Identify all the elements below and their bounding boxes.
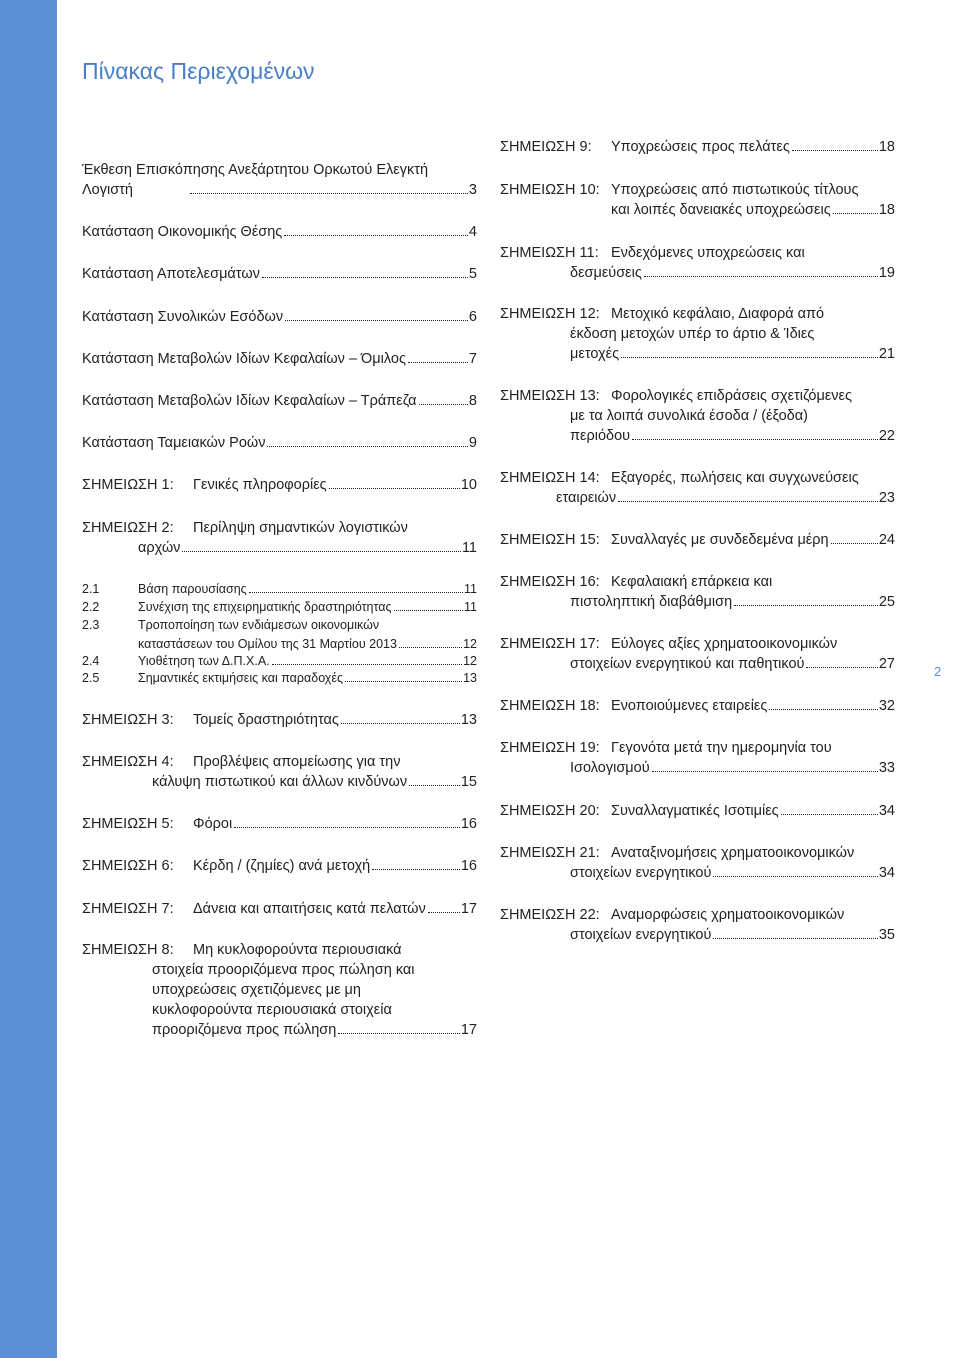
toc-subentry-2-2[interactable]: 2.2 Συνέχιση της επιχειρηματικής δραστηριότητας 11 (82, 600, 477, 614)
toc-entry-income-statement[interactable]: Κατάσταση Αποτελεσμάτων 5 (82, 266, 477, 282)
toc-entry-equity-group[interactable]: Κατάσταση Μεταβολών Ιδίων Κεφαλαίων – Όμιλος 7 (82, 351, 477, 367)
toc-entry-cash-flows[interactable]: Κατάσταση Ταμειακών Ροών 9 (82, 435, 477, 451)
toc-entry-note-10[interactable]: ΣΗΜΕΙΩΣΗ 10: Υποχρεώσεις από πιστωτικούς τίτλους και λοιπές δανειακές υποχρεώσεις 18 (500, 182, 895, 218)
toc-entry-financial-position[interactable]: Κατάσταση Οικονομικής Θέσης 4 (82, 224, 477, 240)
toc-entry-note-9[interactable]: ΣΗΜΕΙΩΣΗ 9: Υποχρεώσεις προς πελάτες 18 (500, 139, 895, 155)
toc-subentry-2-1[interactable]: 2.1 Βάση παρουσίασης 11 (82, 582, 477, 596)
toc-entry-note-12[interactable]: ΣΗΜΕΙΩΣΗ 12: Μετοχικό κεφάλαιο, Διαφορά από έκδοση μετοχών υπέρ το άρτιο & Ίδιες μετοχές 21 (500, 306, 895, 362)
toc-entry-note-1[interactable]: ΣΗΜΕΙΩΣΗ 1: Γενικές πληροφορίες 10 (82, 477, 477, 493)
toc-entry-note-21[interactable]: ΣΗΜΕΙΩΣΗ 21: Αναταξινομήσεις χρηματοοικονομικών στοιχείων ενεργητικού 34 (500, 845, 895, 881)
toc-entry-note-15[interactable]: ΣΗΜΕΙΩΣΗ 15: Συναλλαγές με συνδεδεμένα μέρη 24 (500, 532, 895, 548)
toc-entry-note-17[interactable]: ΣΗΜΕΙΩΣΗ 17: Εύλογες αξίες χρηματοοικονομικών στοιχείων ενεργητικού και παθητικού 27 (500, 636, 895, 672)
toc-entry-note-6[interactable]: ΣΗΜΕΙΩΣΗ 6: Κέρδη / (ζημίες) ανά μετοχή 16 (82, 858, 477, 874)
toc-entry-note-18[interactable]: ΣΗΜΕΙΩΣΗ 18: Ενοποιούμενες εταιρείες 32 (500, 698, 895, 714)
toc-entry-note-16[interactable]: ΣΗΜΕΙΩΣΗ 16: Κεφαλαιακή επάρκεια και πιστοληπτική διαβάθμιση 25 (500, 574, 895, 610)
toc-entry-note-14[interactable]: ΣΗΜΕΙΩΣΗ 14: Εξαγορές, πωλήσεις και συγχωνεύσεις εταιρειών 23 (500, 470, 895, 506)
toc-subentry-2-4[interactable]: 2.4 Υιοθέτηση των Δ.Π.Χ.Α. 12 (82, 654, 477, 668)
toc-entry-note-2[interactable]: ΣΗΜΕΙΩΣΗ 2: Περίληψη σημαντικών λογιστικών αρχών 11 (82, 520, 477, 556)
toc-entry-note-11[interactable]: ΣΗΜΕΙΩΣΗ 11: Ενδεχόμενες υποχρεώσεις και δεσμεύσεις 19 (500, 245, 895, 281)
toc-entry-note-4[interactable]: ΣΗΜΕΙΩΣΗ 4: Προβλέψεις απομείωσης για την κάλυψη πιστωτικού και άλλων κινδύνων 15 (82, 754, 477, 790)
toc-entry-note-22[interactable]: ΣΗΜΕΙΩΣΗ 22: Αναμορφώσεις χρηματοοικονομικών στοιχείων ενεργητικού 35 (500, 907, 895, 943)
page-title: Πίνακας Περιεχομένων (82, 58, 315, 84)
toc-entry-equity-bank[interactable]: Κατάσταση Μεταβολών Ιδίων Κεφαλαίων – Τράπεζα 8 (82, 393, 477, 409)
toc-subentry-2-5[interactable]: 2.5 Σημαντικές εκτιμήσεις και παραδοχές 13 (82, 671, 477, 685)
toc-entry-note-3[interactable]: ΣΗΜΕΙΩΣΗ 3: Τομείς δραστηριότητας 13 (82, 712, 477, 728)
sidebar-decoration (0, 0, 57, 1358)
page-number: 2 (934, 664, 942, 679)
toc-entry-note-5[interactable]: ΣΗΜΕΙΩΣΗ 5: Φόροι 16 (82, 816, 477, 832)
toc-entry-note-13[interactable]: ΣΗΜΕΙΩΣΗ 13: Φορολογικές επιδράσεις σχετιζόμενες με τα λοιπά συνολικά έσοδα / (έξοδα) περιόδου 22 (500, 388, 895, 444)
toc-subentry-2-3[interactable]: 2.3 Τροποποίηση των ενδιάμεσων οικονομικών καταστάσεων του Ομίλου της 31 Μαρτίου 2013 12 (82, 618, 477, 651)
toc-entry-note-20[interactable]: ΣΗΜΕΙΩΣΗ 20: Συναλλαγματικές Ισοτιμίες 34 (500, 803, 895, 819)
toc-entry-note-8[interactable]: ΣΗΜΕΙΩΣΗ 8: Μη κυκλοφορούντα περιουσιακά στοιχεία προοριζόμενα προς πώληση και υποχρεώσεις σχετιζόμενες με μη κυκλοφορούντα περιουσιακά στοιχεία προοριζόμενα προς πώληση 17 (82, 942, 477, 1038)
toc-entry-auditor-report[interactable]: Έκθεση Επισκόπησης Ανεξάρτητου Ορκωτού Ελεγκτή Λογιστή 3 (82, 162, 477, 198)
toc-entry-note-19[interactable]: ΣΗΜΕΙΩΣΗ 19: Γεγονότα μετά την ημερομηνία του Ισολογισμού 33 (500, 740, 895, 776)
toc-entry-note-7[interactable]: ΣΗΜΕΙΩΣΗ 7: Δάνεια και απαιτήσεις κατά πελατών 17 (82, 901, 477, 917)
toc-entry-comprehensive-income[interactable]: Κατάσταση Συνολικών Εσόδων 6 (82, 309, 477, 325)
